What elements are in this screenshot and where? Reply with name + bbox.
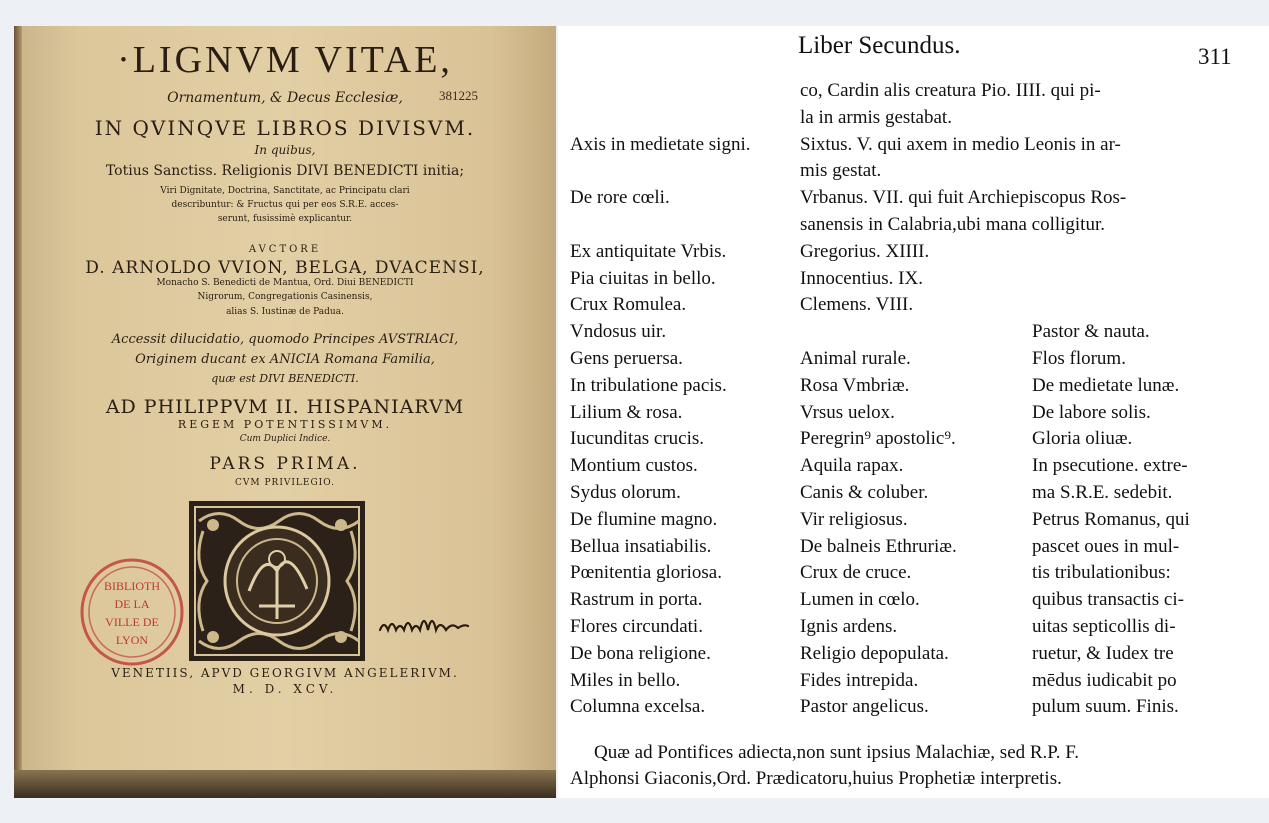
- prophecy-line-c1: Columna excelsa.: [570, 696, 706, 718]
- stamp-line-4: LYON: [115, 633, 149, 647]
- stamp-line-2: DE LA: [114, 597, 150, 611]
- prophecy-line-c1: Crux Romulea.: [570, 294, 687, 316]
- prophecy-line-c1: Pœnitentia gloriosa.: [570, 562, 722, 584]
- woodcut-emblem-icon: [189, 501, 365, 661]
- auctore-label: AVCTORE: [248, 244, 322, 255]
- footer-line-1: Quæ ad Pontifices adiecta,non sunt ipsius Malachiæ, sed R.P. F.: [594, 742, 1080, 763]
- prophecy-line-c2: co, Cardin alis creatura Pio. IIII. qui pi-: [800, 80, 1101, 101]
- italic-line-2: Originem ducant ex ANICIA Romana Familia,: [135, 352, 435, 367]
- stamp-line-1: BIBLIOTH: [104, 579, 160, 593]
- prophecy-line-c2: Ignis ardens.: [800, 616, 898, 637]
- prophecy-line-c3: In psecutione. extre-: [1032, 455, 1188, 477]
- prophecy-line-c2: Rosa Vmbriæ.: [800, 374, 910, 396]
- cum-duplici-line: Cum Duplici Indice.: [239, 434, 331, 444]
- prophecy-line-c1: In tribulatione pacis.: [570, 374, 727, 396]
- prophecy-line-c2: Fides intrepida.: [800, 669, 919, 691]
- monk-line-3: alias S. Iustinæ de Padua.: [226, 307, 344, 317]
- italic-line-3: quæ est DIVI BENEDICTI.: [211, 372, 359, 385]
- prophecy-line-c1: Pia ciuitas in bello.: [570, 267, 716, 289]
- monk-line-1: Monacho S. Benedicti de Mantua, Ord. Diui BENEDICTI: [156, 278, 414, 288]
- prophecy-line-c3: Pastor & nauta.: [1032, 321, 1150, 343]
- prophecy-line-c2: Vir religiosus.: [800, 508, 908, 530]
- totius-line: Totius Sanctiss. Religionis DIVI BENEDICTI initia;: [105, 163, 465, 179]
- prophecy-line-c1: Montium custos.: [570, 455, 698, 477]
- prophecy-line-c1: Flores circundati.: [570, 616, 703, 637]
- prophecy-line-c2: Canis & coluber.: [800, 482, 929, 503]
- prophecy-line-c3: Flos florum.: [1032, 348, 1126, 369]
- prophecy-line-c2: Animal rurale.: [800, 348, 911, 369]
- prophecy-line-c2: Innocentius. IX.: [800, 267, 923, 289]
- prophecy-line-c3: mēdus iudicabit po: [1032, 669, 1177, 691]
- italic-line-1: Accessit dilucidatio, quomodo Principes AVSTRIACI,: [111, 332, 459, 347]
- prophecy-line-c2: De balneis Ethruriæ.: [800, 535, 957, 557]
- prophecy-line-c2: Aquila rapax.: [800, 455, 904, 477]
- prophecy-line-c2: sanensis in Calabria,ubi mana colligitur.: [800, 214, 1105, 235]
- page-number: 311: [1198, 44, 1232, 69]
- author-name: D. ARNOLDO VVION, BELGA, DVACENSI,: [85, 258, 485, 278]
- library-stamp: [76, 554, 188, 670]
- prophecy-line-c2: Gregorius. XIIII.: [800, 240, 930, 262]
- imprint-date: M. D. XCV.: [232, 682, 338, 696]
- division-line: IN QVINQVE LIBROS DIVISVM.: [94, 116, 476, 140]
- prophecy-line-c1: Gens peruersa.: [570, 348, 683, 369]
- prophecy-line-c2: Religio depopulata.: [800, 642, 949, 664]
- cum-privilegio: CVM PRIVILEGIO.: [235, 478, 335, 488]
- handwritten-signature: [376, 608, 472, 640]
- regem-line: REGEM POTENTISSIMVM.: [177, 418, 393, 431]
- prophecy-line-c3: quibus transactis ci-: [1032, 589, 1184, 611]
- book-title: ·LIGNVM VITAE,: [117, 39, 453, 81]
- stamp-line-3: VILLE DE: [105, 615, 159, 629]
- prophecy-line-c2: Sixtus. V. qui axem in medio Leonis in ar-: [800, 133, 1121, 155]
- prophecy-line-c1: De bona religione.: [570, 642, 711, 664]
- footer-line-2: Alphonsi Giaconis,Ord. Prædicatoru,huius Prophetiæ interpretis.: [570, 768, 1062, 789]
- prophecy-line-c1: Iucunditas crucis.: [570, 428, 705, 450]
- monk-line-2: Nigrorum, Congregationis Casinensis,: [197, 292, 373, 302]
- prophecy-line-c3: pascet oues in mul-: [1032, 535, 1180, 557]
- prophecy-line-c3: Petrus Romanus, qui: [1032, 508, 1190, 530]
- prophecy-line-c2: Vrsus uelox.: [800, 401, 895, 423]
- prophecy-line-c3: De medietate lunæ.: [1032, 374, 1180, 396]
- in-quibus: In quibus,: [254, 143, 316, 157]
- title-page: [14, 26, 556, 798]
- page-bottom-shadow: [14, 770, 556, 798]
- prophecy-line-c3: Gloria oliuæ.: [1032, 428, 1133, 450]
- imprint-line: VENETIIS, APVD GEORGIVM ANGELERIVM.: [111, 666, 459, 680]
- prophecy-line-c1: Sydus olorum.: [570, 482, 681, 503]
- catalog-number: 381225: [439, 88, 478, 103]
- pars-prima: PARS PRIMA.: [209, 454, 361, 474]
- prophecy-line-c1: Bellua insatiabilis.: [570, 535, 712, 557]
- dedication-line: AD PHILIPPVM II. HISPANIARVM: [105, 396, 465, 418]
- title-subtitle: Ornamentum, & Decus Ecclesiæ,: [167, 90, 403, 106]
- prophecy-line-c2: Vrbanus. VII. qui fuit Archiepiscopus Ros-: [800, 187, 1127, 209]
- prophecy-line-c3: De labore solis.: [1032, 401, 1151, 423]
- prophecy-line-c2: mis gestat.: [800, 160, 882, 182]
- prophecy-line-c1: De rore cœli.: [570, 187, 670, 209]
- prophecy-line-c2: Clemens. VIII.: [800, 294, 914, 316]
- prophecy-line-c2: Lumen in cœlo.: [800, 589, 920, 611]
- prophecy-page: [558, 26, 1269, 798]
- small-line-3: serunt, fusissimè explicantur.: [217, 214, 353, 224]
- small-line-2: describuntur: & Fructus qui per eos S.R.E. acces-: [171, 200, 399, 210]
- prophecy-line-c1: Axis in medietate signi.: [570, 133, 751, 155]
- prophecy-line-c3: uitas septicollis di-: [1032, 616, 1176, 637]
- prophecy-line-c1: Miles in bello.: [570, 669, 681, 691]
- prophecy-line-c2: Crux de cruce.: [800, 562, 912, 584]
- prophecy-line-c2: la in armis gestabat.: [800, 106, 952, 128]
- prophecy-line-c2: Pastor angelicus.: [800, 696, 929, 718]
- prophecy-line-c1: De flumine magno.: [570, 508, 718, 530]
- prophecy-line-c3: pulum suum. Finis.: [1032, 696, 1179, 718]
- page-header: Liber Secundus.: [798, 32, 961, 59]
- prophecy-line-c1: Ex antiquitate Vrbis.: [570, 240, 727, 262]
- prophecy-line-c3: ma S.R.E. sedebit.: [1032, 482, 1173, 503]
- prophecy-line-c3: tis tribulationibus:: [1032, 562, 1171, 584]
- prophecy-line-c1: Lilium & rosa.: [570, 401, 683, 423]
- prophecy-line-c1: Rastrum in porta.: [570, 589, 703, 611]
- prophecy-line-c3: ruetur, & Iudex tre: [1032, 642, 1174, 664]
- small-line-1: Viri Dignitate, Doctrina, Sanctitate, ac Principatu clari: [160, 186, 410, 196]
- prophecy-line-c1: Vndosus uir.: [570, 321, 667, 343]
- prophecy-line-c2: Peregrin⁹ apostolic⁹.: [800, 428, 956, 450]
